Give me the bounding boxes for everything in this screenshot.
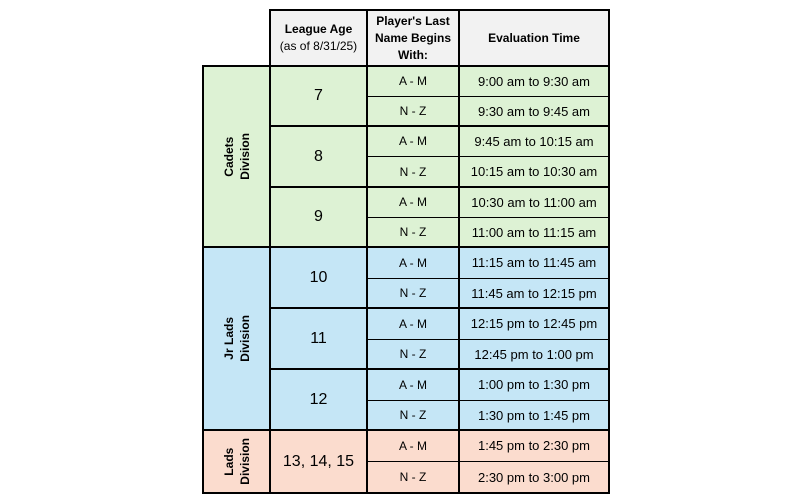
division-lads-label: Lads Division	[221, 438, 252, 485]
age-cell	[270, 126, 367, 187]
last-name-title-line2: Name Begins	[374, 30, 452, 45]
border-age-12-top	[269, 368, 610, 370]
letter-value: N - Z	[399, 225, 427, 239]
border-division-left	[202, 65, 204, 494]
sub-row-divider	[367, 461, 609, 462]
letter-value: A - M	[398, 134, 427, 148]
letter-cell	[367, 339, 459, 369]
border-jrlads-bottom	[202, 429, 610, 431]
letter-value: A - M	[398, 255, 427, 270]
time-value: 2:30 pm to 3:00 pm	[477, 469, 590, 485]
time-cell	[459, 247, 609, 278]
sub-row-divider	[367, 339, 609, 340]
time-value: 11:45 am to 12:15 pm	[471, 285, 597, 301]
age-cell	[270, 369, 367, 430]
letter-cell	[367, 126, 459, 156]
border-age-left	[269, 9, 271, 494]
evaluation-time-title: Evaluation Time	[488, 30, 580, 45]
time-value: 9:00 am to 9:30 am	[477, 73, 590, 89]
border-age-8-top	[269, 125, 610, 127]
age-value: 11	[310, 329, 327, 347]
letter-value: A - M	[398, 377, 427, 392]
division-cadets	[203, 66, 270, 247]
sub-row-divider	[367, 217, 609, 218]
time-value: 12:45 pm to 1:00 pm	[474, 346, 594, 362]
border-cadets-bottom	[202, 246, 610, 248]
time-cell	[459, 430, 609, 461]
division-lads	[203, 430, 270, 493]
age-value: 7	[314, 87, 323, 104]
border-time-left	[458, 9, 460, 494]
time-cell	[459, 96, 609, 126]
letter-cell	[367, 278, 459, 308]
time-cell	[459, 66, 609, 96]
border-right	[608, 9, 610, 494]
time-cell	[459, 278, 609, 308]
age-value: 10	[309, 268, 328, 286]
league-age-subtitle: (as of 8/31/25)	[279, 39, 358, 53]
header-league-age	[270, 10, 367, 66]
division-cadets-label: Cadets Division	[221, 133, 252, 180]
letter-value: N - Z	[399, 347, 427, 361]
letter-value: A - M	[398, 195, 427, 209]
sub-row-divider	[367, 96, 609, 97]
age-cell	[270, 430, 367, 493]
header-evaluation-time	[459, 10, 609, 66]
header-last-name	[367, 10, 459, 66]
border-age-11-top	[269, 307, 610, 309]
border-letter-left	[366, 9, 368, 494]
age-cell	[270, 308, 367, 369]
time-value: 1:00 pm to 1:30 pm	[477, 377, 590, 392]
age-cell	[270, 187, 367, 247]
time-cell	[459, 308, 609, 339]
letter-value: N - Z	[399, 286, 427, 300]
last-name-title-line1: Player's Last	[376, 13, 450, 28]
letter-cell	[367, 247, 459, 278]
age-value: 8	[314, 147, 323, 165]
time-cell	[459, 400, 609, 430]
age-value: 12	[309, 390, 328, 408]
letter-cell	[367, 369, 459, 400]
letter-value: N - Z	[399, 164, 427, 179]
letter-value: A - M	[398, 316, 427, 331]
time-cell	[459, 126, 609, 156]
time-cell	[459, 187, 609, 217]
letter-cell	[367, 66, 459, 96]
time-value: 10:15 am to 10:30 am	[470, 164, 598, 179]
time-value: 12:15 pm to 12:45 pm	[470, 316, 598, 331]
time-cell	[459, 217, 609, 247]
border-age-9-top	[269, 186, 610, 188]
time-value: 1:45 pm to 2:30 pm	[477, 438, 590, 453]
age-cell	[270, 66, 367, 126]
border-bottom	[202, 492, 610, 494]
league-age-title: League Age	[284, 22, 353, 36]
age-value: 13, 14, 15	[282, 452, 355, 470]
letter-cell	[367, 156, 459, 187]
letter-cell	[367, 187, 459, 217]
letter-value: N - Z	[399, 408, 427, 422]
border-header-bottom	[202, 65, 610, 67]
time-cell	[459, 369, 609, 400]
letter-cell	[367, 217, 459, 247]
time-value: 9:45 am to 10:15 am	[474, 133, 594, 149]
time-cell	[459, 156, 609, 187]
letter-cell	[367, 400, 459, 430]
age-value: 9	[314, 208, 323, 225]
sub-row-divider	[367, 278, 609, 279]
age-cell	[270, 247, 367, 308]
sub-row-divider	[367, 156, 609, 157]
letter-value: A - M	[398, 438, 427, 453]
time-cell	[459, 339, 609, 369]
time-cell	[459, 461, 609, 493]
time-value: 10:30 am to 11:00 am	[471, 194, 597, 210]
division-jr-lads-label: Jr Lads Division	[221, 315, 252, 362]
time-value: 9:30 am to 9:45 am	[477, 103, 590, 119]
last-name-title-line3: With:	[398, 47, 428, 62]
letter-cell	[367, 461, 459, 493]
time-value: 11:15 am to 11:45 am	[471, 255, 597, 270]
letter-value: N - Z	[399, 104, 427, 118]
time-value: 11:00 am to 11:15 am	[471, 224, 597, 240]
letter-cell	[367, 430, 459, 461]
time-value: 1:30 pm to 1:45 pm	[477, 407, 590, 423]
sub-row-divider	[367, 400, 609, 401]
letter-cell	[367, 96, 459, 126]
border-top	[269, 9, 610, 11]
letter-cell	[367, 308, 459, 339]
letter-value: N - Z	[399, 470, 427, 484]
letter-value: A - M	[398, 74, 427, 88]
division-jr-lads	[203, 247, 270, 430]
